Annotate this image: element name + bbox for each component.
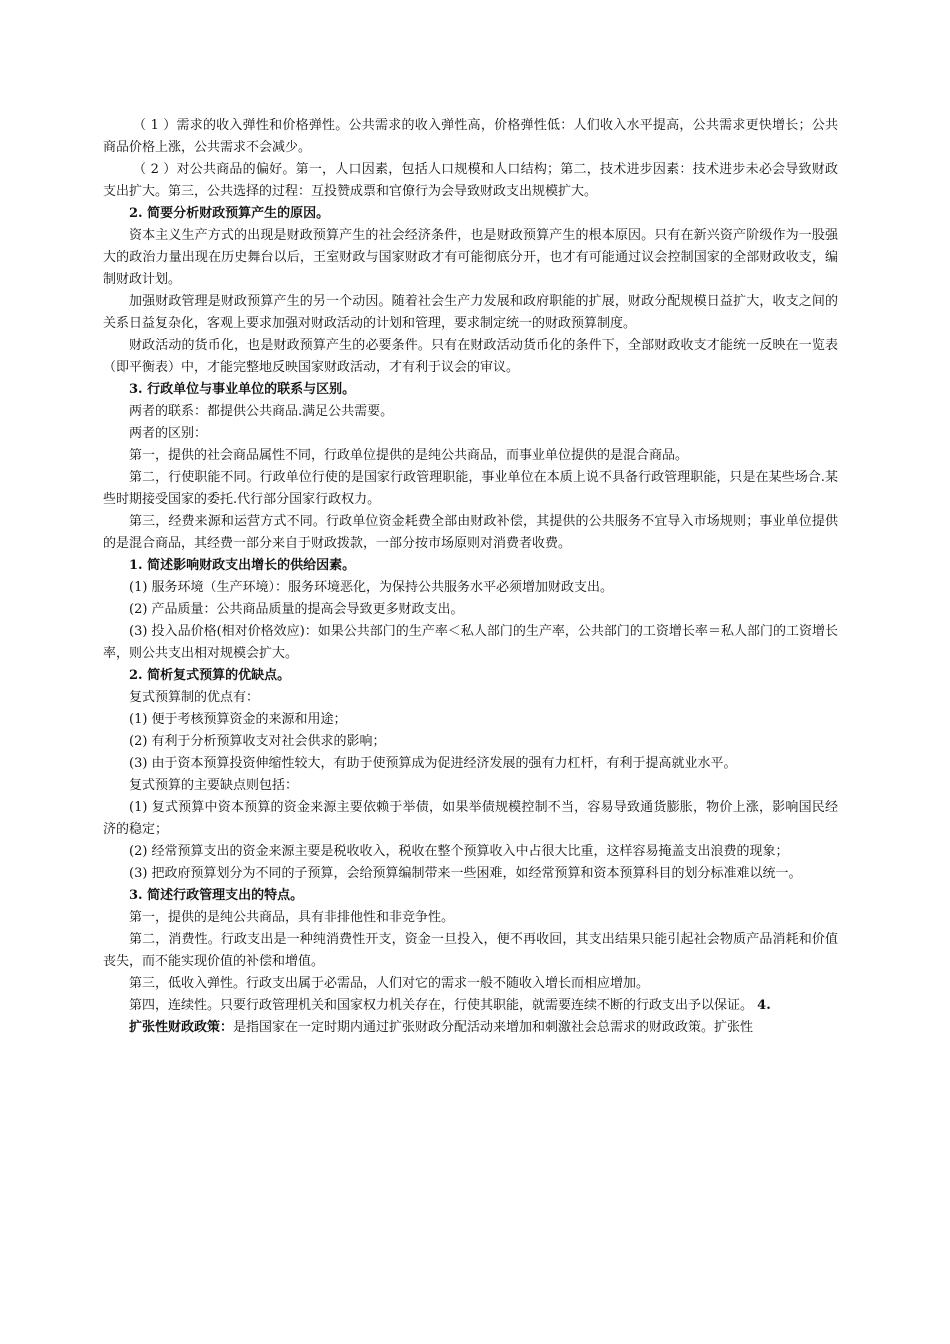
paragraph: 两者的区别： (129, 426, 208, 441)
list-item: (2) 产品质量：公共商品质量的提高会导致更多财政支出。 (129, 602, 464, 617)
list-item: (3) 投入品价格(相对价格效应)：如果公共部门的生产率＜私人部门的生产率，公共部门的工资增长率＝私人部门的工资增长率，则公共支出相对规模会扩大。 (103, 624, 838, 661)
term-heading: 扩张性财政政策： (129, 1020, 234, 1035)
section-heading: 3. 简述行政管理支出的特点。 (129, 888, 304, 903)
list-item: (1) 便于考核预算资金的来源和用途； (129, 712, 347, 727)
paragraph: 第一，提供的是纯公共商品，具有非排他性和非竞争性。 (129, 910, 455, 925)
paragraph-text: 第四，连续性。只要行政管理机关和国家权力机关存在，行使其职能，就需要连续不断的行政支出予以保证。 (129, 998, 754, 1013)
section-heading: 1. 简述影响财政支出增长的供给因素。 (129, 558, 356, 573)
paragraph: 第三，低收入弹性。行政支出属于必需品，人们对它的需求一般不随收入增长而相应增加。 (129, 976, 650, 991)
paragraph: 复式预算制的优点有： (129, 690, 260, 705)
paragraph: （ 1 ）需求的收入弹性和价格弹性。公共需求的收入弹性高，价格弹性低：人们收入水平提高，公共需求更快增长；公共商品价格上涨，公共需求不会减少。 (103, 118, 838, 155)
section-heading: 2. 简析复式预算的优缺点。 (129, 668, 291, 683)
paragraph: 财政活动的货币化，也是财政预算产生的必要条件。只有在财政活动货币化的条件下，全部财政收支才能统一反映在一览表（即平衡表）中，才能完整地反映国家财政活动，才有利于议会的审议。 (103, 338, 838, 375)
paragraph: 资本主义生产方式的出现是财政预算产生的社会经济条件，也是财政预算产生的根本原因。只有在新兴资产阶级作为一股强大的政治力量出现在历史舞台以后，王室财政与国家财政才有可能彻底分开，也才有可能通过议会控制国家的全部财政收支，编制财政计划。 (103, 228, 838, 287)
paragraph (103, 1017, 838, 1039)
paragraph: 第三，经费来源和运营方式不同。行政单位资金耗费全部由财政补偿，其提供的公共服务不宜导入市场规则；事业单位提供的是混合商品，其经费一部分来自于财政拨款，一部分按市场原则对消费者收费。 (103, 514, 838, 551)
paragraph: 加强财政管理是财政预算产生的另一个动因。随着社会生产力发展和政府职能的扩展，财政分配规模日益扩大，收支之间的关系日益复杂化，客观上要求加强对财政活动的计划和管理，要求制定统一的财政预算制度。 (103, 294, 838, 331)
list-item: (3) 由于资本预算投资伸缩性较大，有助于使预算成为促进经济发展的强有力杠杆，有利于提高就业水平。 (129, 756, 737, 771)
list-item: (2) 有利于分析预算收支对社会供求的影响； (129, 734, 386, 749)
paragraph: （ 2 ）对公共商品的偏好。第一，人口因素，包括人口规模和人口结构；第二，技术进步因素：技术进步未必会导致财政支出扩大。第三，公共选择的过程：互投赞成票和官僚行为会导致财政支出规模扩大。 (103, 162, 838, 199)
paragraph: 两者的联系：都提供公共商品.满足公共需要。 (129, 404, 394, 419)
paragraph (103, 995, 838, 1017)
list-item: (1) 服务环境（生产环境）：服务环境恶化，为保持公共服务水平必须增加财政支出。 (129, 580, 614, 595)
section-number: 4. (757, 998, 771, 1013)
paragraph: 第二，行使职能不同。行政单位行使的是国家行政管理职能，事业单位在本质上说不具备行政管理职能，只是在某些场合.某些时期接受国家的委托.代行部分国家行政权力。 (103, 470, 838, 507)
list-item: (1) 复式预算中资本预算的资金来源主要依赖于举债，如果举债规模控制不当，容易导致通货膨胀，物价上涨，影响国民经济的稳定； (103, 800, 838, 837)
paragraph: 第一，提供的社会商品属性不同，行政单位提供的是纯公共商品，而事业单位提供的是混合商品。 (129, 448, 689, 463)
section-heading: 2. 简要分析财政预算产生的原因。 (129, 206, 330, 221)
section-heading: 3. 行政单位与事业单位的联系与区别。 (129, 382, 356, 397)
list-item: (3) 把政府预算划分为不同的子预算，会给预算编制带来一些困难，如经常预算和资本预算科目的划分标准难以统一。 (129, 866, 802, 881)
list-item: (2) 经常预算支出的资金来源主要是税收收入，税收在整个预算收入中占很大比重，这样容易掩盖支出浪费的现象； (129, 844, 789, 859)
paragraph: 复式预算的主要缺点则包括： (129, 778, 299, 793)
paragraph-text: 是指国家在一定时期内通过扩张财政分配活动来增加和刺激社会总需求的财政政策。扩张性 (233, 1020, 754, 1035)
document-page (103, 115, 838, 1039)
paragraph: 第二，消费性。行政支出是一种纯消费性开支，资金一旦投入，便不再收回，其支出结果只能引起社会物质产品消耗和价值丧失，而不能实现价值的补偿和增值。 (103, 932, 838, 969)
